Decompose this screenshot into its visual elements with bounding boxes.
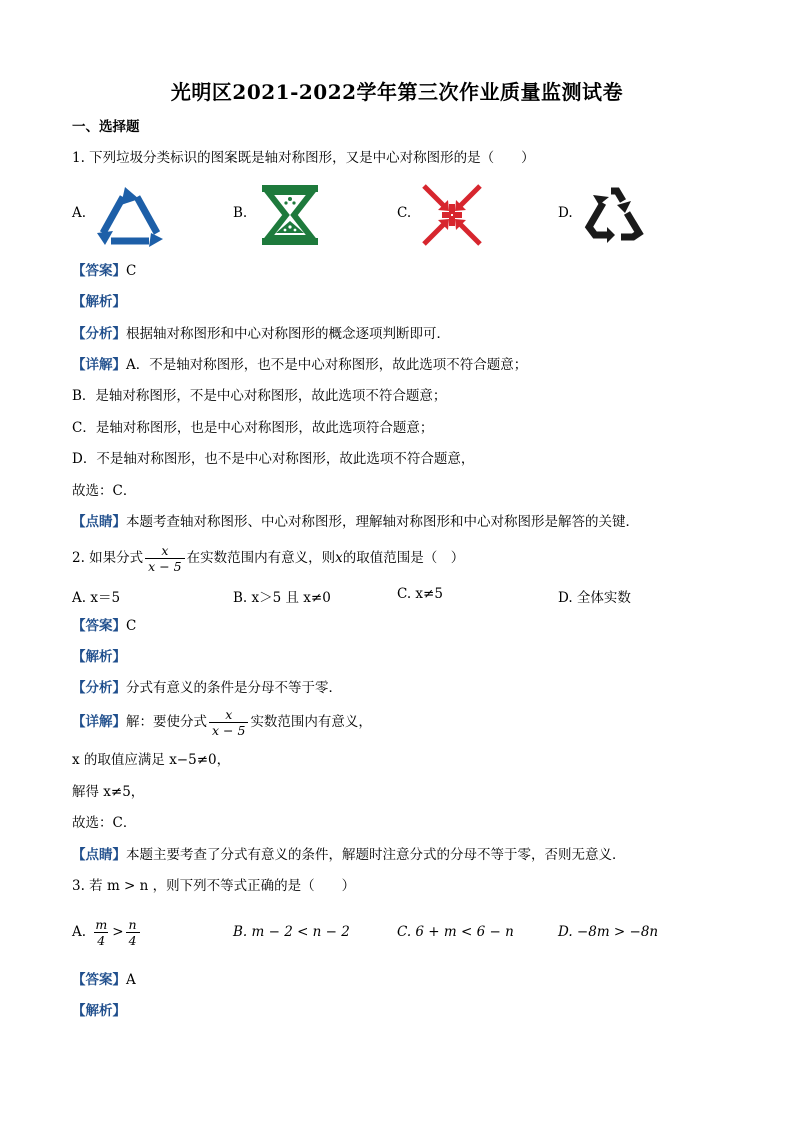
q2-detail-fraction xyxy=(209,707,248,738)
fraction-numerator: x xyxy=(225,707,233,722)
q3-option-c[interactable]: C. 6 + m < 6 − n xyxy=(397,924,514,940)
q3-option-a[interactable] xyxy=(72,914,142,950)
q1-dianjing xyxy=(72,512,639,532)
answer-tag: 【答案】 xyxy=(72,263,126,279)
fraction-denominator: 4 xyxy=(126,932,140,948)
dianjing-tag: 【点睛】 xyxy=(72,514,126,530)
q2-xiangjie xyxy=(72,705,372,739)
q1-fenxi xyxy=(72,324,450,344)
q1-explain-line: 故选：C． xyxy=(72,483,137,499)
q1-answer xyxy=(72,261,136,281)
q1-stem: 1. 下列垃圾分类标识的图案既是轴对称图形，又是中心对称图形的是（ ） xyxy=(72,150,535,166)
fraction-numerator: x xyxy=(161,543,169,558)
fraction-denominator: 4 xyxy=(94,932,108,948)
q2-dianjing xyxy=(72,845,626,865)
q2-stem-var: x xyxy=(335,550,343,566)
xiangjie-pre: 解：要使分式 xyxy=(126,714,207,730)
dianjing-tag: 【点睛】 xyxy=(72,847,126,863)
xiangjie-tag: 【详解】 xyxy=(72,357,126,373)
q3-stem: 3. 若 m > n ，则下列不等式正确的是（ ） xyxy=(72,878,356,894)
q1-explain-line: C．是轴对称图形，也是中心对称图形，故此选项符合题意； xyxy=(72,420,434,436)
q1-xiangjie xyxy=(72,355,527,375)
fraction-denominator: x − 5 xyxy=(209,722,248,738)
q2-option-b[interactable]: B. x＞5 且 x≠0 xyxy=(233,590,331,606)
q2-stem-pre: 2. 如果分式 xyxy=(72,550,144,566)
answer-value: A xyxy=(126,972,136,988)
hourglass-green-icon xyxy=(258,183,322,247)
q2-explain-line: x 的取值应满足 x−5≠0， xyxy=(72,752,231,768)
dianjing-text: 本题考查轴对称图形、中心对称图形，理解轴对称图形和中心对称图形是解答的关键． xyxy=(126,514,639,530)
q1-option-c-letter[interactable]: C. xyxy=(397,205,412,221)
option-a-fraction-1 xyxy=(92,917,110,948)
q2-stem-end: 的取值范围是（ ） xyxy=(342,550,465,566)
q2-option-c[interactable]: C. x≠5 xyxy=(397,586,443,602)
q1-option-a-letter[interactable]: A. xyxy=(72,205,87,221)
q1-analysis xyxy=(72,292,126,312)
fraction-denominator: x − 5 xyxy=(145,558,184,574)
converging-arrows-red-icon xyxy=(420,184,484,246)
xiangjie-tag: 【详解】 xyxy=(72,714,126,730)
recycle-triangle-black-icon xyxy=(581,183,647,245)
xiangjie-text: A．不是轴对称图形，也不是中心对称图形，故此选项不符合题意； xyxy=(126,357,528,373)
q2-analysis xyxy=(72,647,126,667)
q3-answer xyxy=(72,970,136,990)
dianjing-text: 本题主要考查了分式有意义的条件，解题时注意分式的分母不等于零，否则无意义． xyxy=(126,847,626,863)
fraction-numerator: n xyxy=(128,917,137,932)
fraction-numerator: m xyxy=(95,917,108,932)
option-letter: A. xyxy=(72,924,87,940)
q3-option-d[interactable]: D. −8m > −8n xyxy=(558,924,659,940)
q2-answer xyxy=(72,616,136,636)
option-a-fraction-2 xyxy=(126,917,140,948)
q3-option-b[interactable]: B. m − 2 < n − 2 xyxy=(233,924,350,940)
answer-tag: 【答案】 xyxy=(72,618,126,634)
q1-option-d-letter[interactable]: D. xyxy=(558,205,573,221)
analysis-tag: 【解析】 xyxy=(72,649,126,665)
q2-stem-post: 在实数范围内有意义，则 xyxy=(186,550,336,566)
q2-explain-line: 故选：C． xyxy=(72,815,137,831)
page-title: 光明区2021-2022学年第三次作业质量监测试卷 xyxy=(170,80,624,104)
analysis-tag: 【解析】 xyxy=(72,1003,126,1019)
fenxi-text: 根据轴对称图形和中心对称图形的概念逐项判断即可． xyxy=(126,326,450,342)
q2-option-d[interactable]: D. 全体实数 xyxy=(558,590,631,606)
answer-tag: 【答案】 xyxy=(72,972,126,988)
q2-explain-line: 解得 x≠5， xyxy=(72,784,145,800)
q2-stem xyxy=(72,541,464,575)
answer-value: C xyxy=(126,263,137,279)
q1-option-b-letter[interactable]: B. xyxy=(233,205,248,221)
fenxi-text: 分式有意义的条件是分母不等于零． xyxy=(126,680,342,696)
q1-explain-line: D．不是轴对称图形，也不是中心对称图形，故此选项不符合题意， xyxy=(72,451,475,467)
q3-analysis xyxy=(72,1001,126,1021)
section-heading: 一、选择题 xyxy=(72,119,140,135)
q2-fenxi xyxy=(72,678,342,698)
recycle-triangle-blue-icon xyxy=(95,185,165,247)
fenxi-tag: 【分析】 xyxy=(72,326,126,342)
option-a-gt: > xyxy=(112,924,124,940)
fenxi-tag: 【分析】 xyxy=(72,680,126,696)
q1-explain-line: B．是轴对称图形，不是中心对称图形，故此选项不符合题意； xyxy=(72,388,447,404)
xiangjie-post: 实数范围内有意义， xyxy=(250,714,372,730)
analysis-tag: 【解析】 xyxy=(72,294,126,310)
q2-option-a[interactable]: A. x＝5 xyxy=(72,590,121,606)
q2-fraction xyxy=(145,543,184,574)
answer-value: C xyxy=(126,618,137,634)
